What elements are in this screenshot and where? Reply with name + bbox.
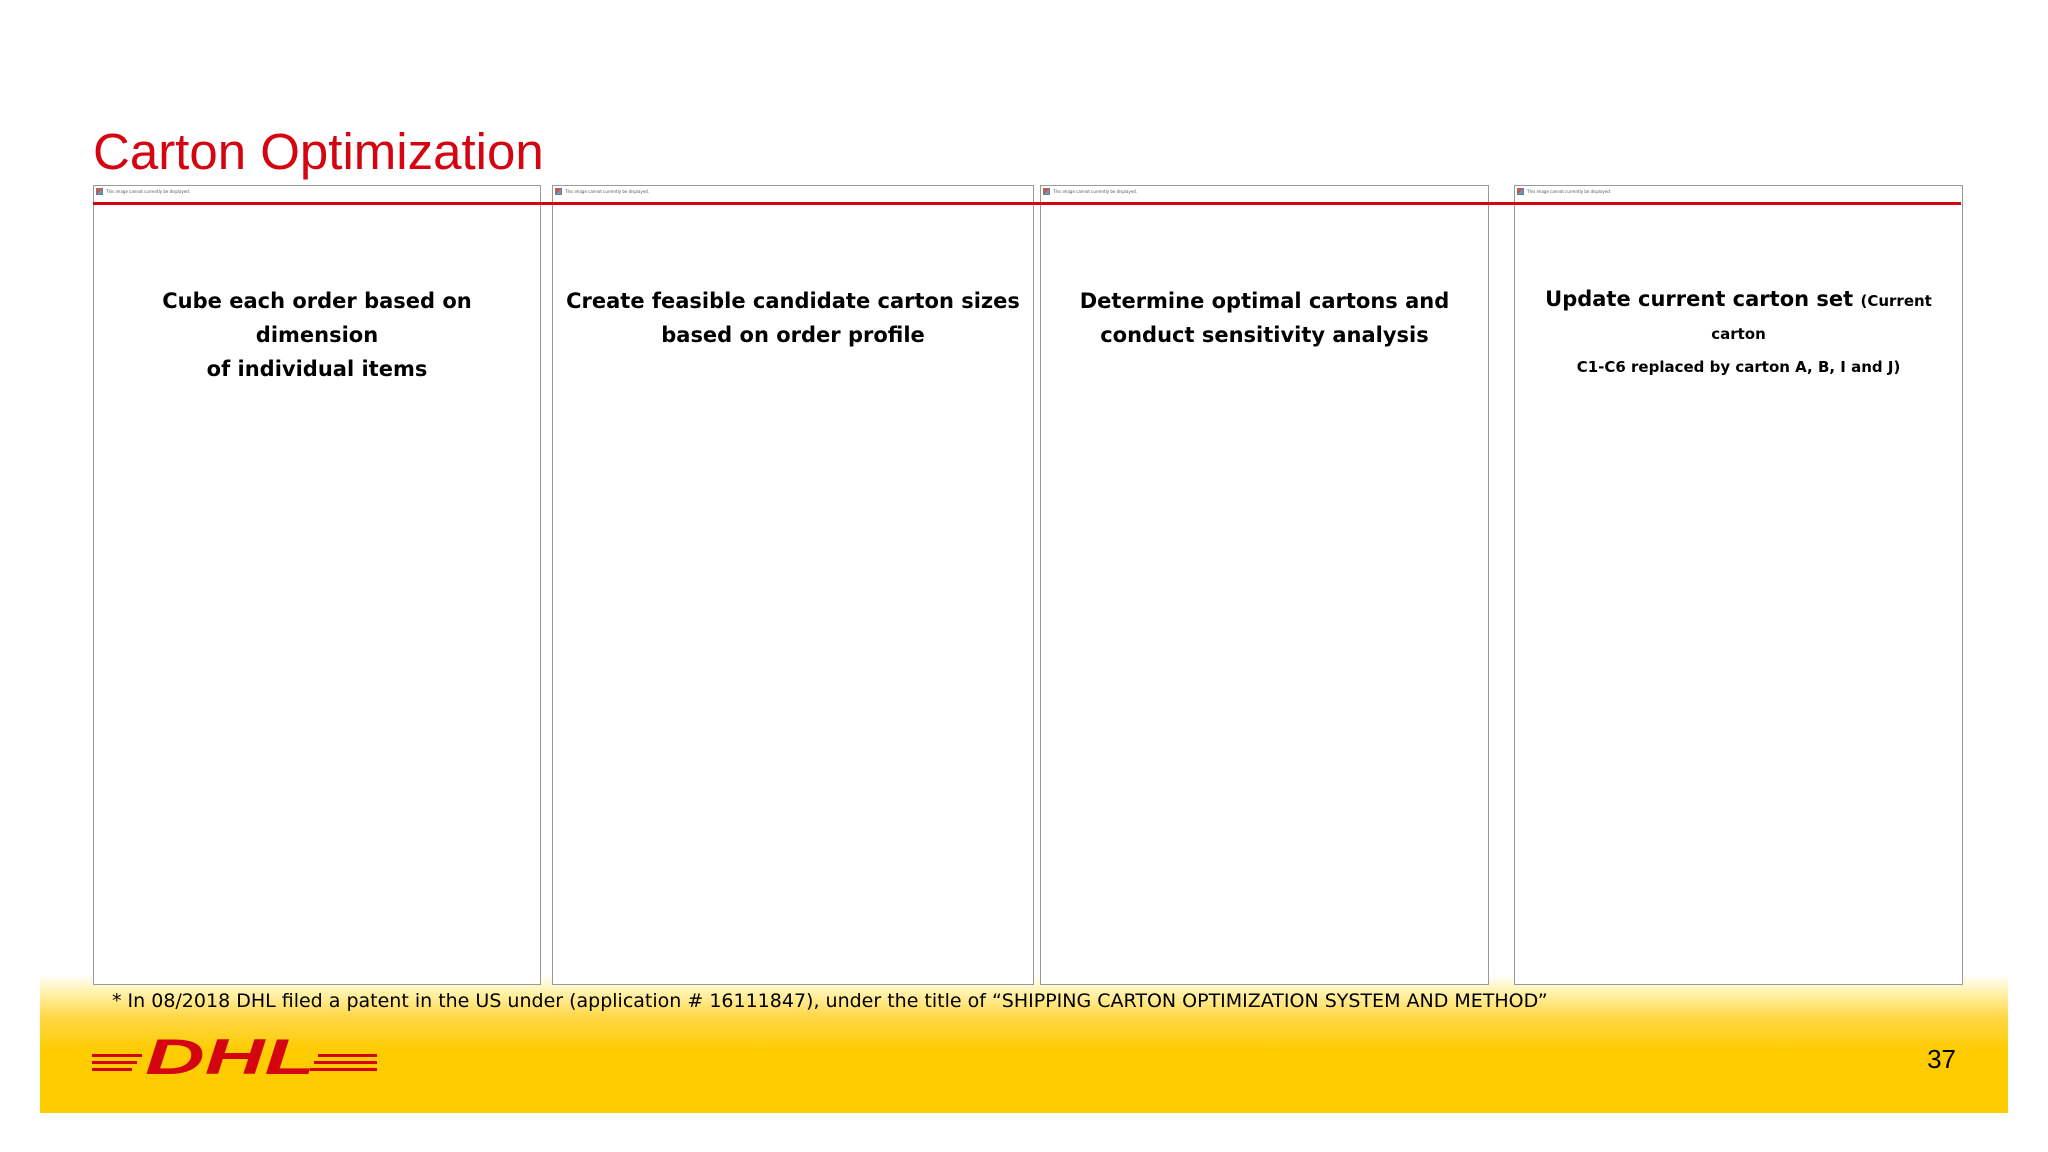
broken-image-icon xyxy=(1517,188,1524,195)
step-4-text xyxy=(1525,284,1952,383)
step-panel-1 xyxy=(93,185,541,985)
step-4-heading: Update current carton set xyxy=(1545,287,1854,311)
page-number: 37 xyxy=(1927,1044,1956,1074)
step-1-line-2: of individual items xyxy=(206,357,428,381)
broken-image-icon xyxy=(96,188,103,195)
step-2-text xyxy=(563,284,1023,352)
step-3-line-1: Determine optimal cartons and xyxy=(1079,289,1450,313)
broken-image-text: This image cannot currently be displayed. xyxy=(565,188,650,194)
step-panel-3 xyxy=(1040,185,1489,985)
dhl-logo xyxy=(92,1032,377,1080)
title-underline xyxy=(93,202,1961,205)
step-1-line-1: Cube each order based on dimension xyxy=(162,289,472,347)
broken-image-placeholder xyxy=(555,188,649,195)
step-panel-4 xyxy=(1514,185,1963,985)
step-3-line-2: conduct sensitivity analysis xyxy=(1100,323,1429,347)
broken-image-text: This image cannot currently be displayed. xyxy=(1053,188,1138,194)
dhl-logo-text: DHL xyxy=(145,1032,315,1080)
patent-footnote: * In 08/2018 DHL filed a patent in the US under (application # 16111847), under the title of “SHIPPING CARTON OPTIMIZATION SYSTEM AND METHOD” xyxy=(112,990,1548,1012)
broken-image-text: This image cannot currently be displayed. xyxy=(106,188,191,194)
broken-image-placeholder xyxy=(1517,188,1611,195)
broken-image-placeholder xyxy=(96,188,190,195)
step-1-text xyxy=(104,284,530,386)
step-panel-2 xyxy=(552,185,1034,985)
broken-image-icon xyxy=(1043,188,1050,195)
broken-image-placeholder xyxy=(1043,188,1137,195)
step-4-note-2: C1-C6 replaced by carton A, B, I and J) xyxy=(1576,358,1901,376)
step-2-line-2: based on order profile xyxy=(661,323,925,347)
step-3-text xyxy=(1051,284,1478,352)
step-4-note-1: (Current carton xyxy=(1711,292,1932,343)
broken-image-icon xyxy=(555,188,562,195)
slide-title: Carton Optimization xyxy=(93,123,544,180)
step-2-line-1: Create feasible candidate carton sizes xyxy=(566,289,1020,313)
broken-image-text: This image cannot currently be displayed. xyxy=(1527,188,1612,194)
